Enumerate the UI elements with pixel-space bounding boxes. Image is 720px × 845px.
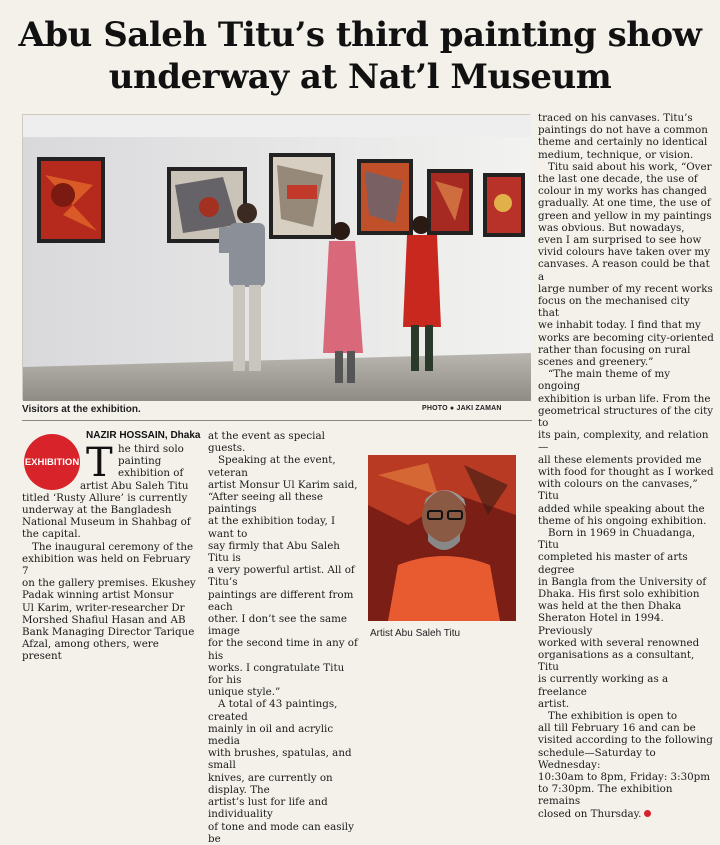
col2-text bbox=[208, 430, 358, 845]
text-line: mainly in oil and acrylic media bbox=[208, 722, 334, 748]
text-line: scenes and greenery.” bbox=[538, 356, 654, 369]
text-line: “The main theme of my ongoing bbox=[538, 368, 671, 393]
text-line: its pain, complexity, and relation— bbox=[538, 429, 709, 454]
text-line: on the gallery premises. Ekushey bbox=[22, 577, 196, 590]
text-line: visited according to the following bbox=[538, 734, 713, 747]
text-line: Speaking at the event, veteran bbox=[208, 454, 336, 479]
text-line: worked with several renowned bbox=[538, 636, 700, 649]
text-line: large number of my recent works bbox=[538, 282, 713, 295]
text-line: painting bbox=[118, 455, 162, 468]
exhibition-photo bbox=[22, 114, 530, 400]
text-line: knives, are currently on display. The bbox=[208, 771, 333, 796]
col3-text bbox=[538, 112, 714, 820]
text-line: National Museum in Shahbag of bbox=[22, 516, 191, 529]
text-line: of tone and mode can easily be bbox=[208, 820, 354, 845]
text-line: Morshed Shafiul Hasan and AB bbox=[22, 613, 186, 626]
col1-text bbox=[22, 440, 200, 663]
text-line: at the exhibition today, I want to bbox=[208, 515, 336, 540]
text-line: exhibition of bbox=[118, 467, 184, 480]
text-line: exhibition was held on February 7 bbox=[22, 552, 191, 578]
painting-1 bbox=[37, 157, 105, 243]
text-line: with brushes, spatulas, and small bbox=[208, 747, 352, 772]
text-line: focus on the mechanised city that bbox=[538, 295, 690, 320]
text-line: Titu said about his work, “Over bbox=[548, 160, 712, 173]
text-line: unique style.” bbox=[208, 686, 281, 699]
text-line: say firmly that Abu Saleh Titu is bbox=[208, 539, 340, 565]
text-line: Bank Managing Director Tarique bbox=[22, 626, 195, 639]
text-line: 10:30am to 8pm, Friday: 3:30pm bbox=[538, 770, 711, 783]
article-column-3 bbox=[538, 112, 714, 820]
text-line: closed on Thursday. bbox=[538, 808, 714, 820]
text-line: traced on his canvases. Titu’s bbox=[538, 112, 693, 124]
text-line: paintings do not have a common bbox=[538, 124, 708, 137]
text-line: artist Monsur Ul Karim said, bbox=[208, 478, 358, 491]
text-line: a very powerful artist. All of Titu’s bbox=[208, 564, 355, 589]
artist-portrait bbox=[368, 455, 516, 621]
text-line: even I am surprised to see how bbox=[538, 234, 702, 247]
text-line: gradually. At one time, the use of bbox=[538, 197, 711, 210]
text-line: Dhaka. His first solo exhibition bbox=[538, 587, 700, 600]
text-line: was obvious. But nowadays, bbox=[538, 221, 685, 234]
text-line: green and yellow in my paintings bbox=[538, 209, 712, 222]
photo-credit: PHOTO ● JAKI ZAMAN bbox=[422, 405, 502, 412]
text-line: works are becoming city-oriented bbox=[538, 331, 714, 344]
headline-line-1: Abu Saleh Titu’s third painting show bbox=[18, 15, 702, 55]
text-line: paintings are different from each bbox=[208, 588, 354, 613]
photo-caption: Visitors at the exhibition. bbox=[22, 404, 141, 415]
text-line: colour in my works has changed bbox=[538, 185, 707, 198]
text-line: artist’s lust for life and individuality bbox=[208, 796, 328, 821]
text-line: in Bangla from the University of bbox=[538, 575, 707, 588]
text-line: Sheraton Hotel in 1994. Previously bbox=[538, 612, 664, 637]
headline bbox=[0, 14, 720, 98]
text-line: geometrical structures of the city to bbox=[538, 404, 714, 430]
text-line: all till February 16 and can be bbox=[538, 722, 696, 735]
text-line: Padak winning artist Monsur bbox=[22, 589, 174, 602]
text-line: completed his master of arts degree bbox=[538, 551, 688, 576]
text-line: Born in 1969 in Chuadanga, Titu bbox=[538, 526, 696, 552]
text-line: theme and certainly no identical bbox=[538, 136, 708, 149]
text-line: works. I congratulate Titu for his bbox=[208, 661, 345, 687]
text-line: organisations as a consultant, Titu bbox=[538, 648, 695, 674]
text-line: schedule—Saturday to Wednesday: bbox=[538, 746, 656, 771]
text-line: The inaugural ceremony of the bbox=[32, 540, 194, 553]
section-tag-exhibition: EXHIBITION bbox=[24, 434, 80, 490]
text-line: to 7:30pm. The exhibition remains bbox=[538, 783, 673, 808]
text-line: Afzal, among others, were present bbox=[22, 638, 159, 663]
text-line: with colours on the canvases,” Titu bbox=[538, 478, 698, 503]
text-line: at the event as special guests. bbox=[208, 430, 325, 455]
text-line: exhibition is urban life. From the bbox=[538, 392, 711, 405]
section-divider bbox=[22, 420, 532, 421]
painting-3 bbox=[269, 153, 335, 239]
text-line: underway at the Bangladesh bbox=[22, 504, 172, 517]
text-line: rather than focusing on rural bbox=[538, 343, 691, 356]
painting-4 bbox=[357, 159, 413, 235]
text-line: the last one decade, the use of bbox=[538, 173, 698, 186]
text-line: vivid colours have taken over my bbox=[538, 246, 711, 259]
text-line: with food for thought as I worked bbox=[538, 465, 714, 478]
byline: NAZIR HOSSAIN, Dhaka bbox=[86, 430, 201, 441]
text-line: canvases. A reason could be that a bbox=[538, 258, 710, 283]
text-line: is currently working as a freelance bbox=[538, 673, 669, 698]
text-line: for the second time in any of his bbox=[208, 637, 358, 662]
drop-cap: T bbox=[86, 440, 113, 486]
text-line: medium, technique, or vision. bbox=[538, 148, 694, 161]
end-mark-icon bbox=[644, 810, 651, 817]
text-line: artist Abu Saleh Titu bbox=[80, 479, 189, 492]
text-line: was held at the then Dhaka bbox=[538, 600, 682, 613]
text-line: artist. bbox=[538, 697, 570, 710]
text-line: “After seeing all these paintings bbox=[208, 491, 323, 516]
text-line: titled ‘Rusty Allure’ is currently bbox=[22, 491, 188, 504]
article-column-2 bbox=[208, 430, 358, 845]
headline-line-2: underway at Nat’l Museum bbox=[108, 57, 612, 97]
portrait-caption: Artist Abu Saleh Titu bbox=[370, 628, 461, 639]
text-line: other. I don’t see the same image bbox=[208, 613, 348, 638]
text-line: he third solo bbox=[118, 443, 184, 455]
text-line: we inhabit today. I find that my bbox=[538, 319, 701, 332]
text-line: the capital. bbox=[22, 528, 81, 541]
text-line: all these elements provided me bbox=[538, 453, 702, 466]
text-line: Ul Karim, writer-researcher Dr bbox=[22, 601, 185, 614]
painting-6 bbox=[483, 173, 525, 237]
text-line: The exhibition is open to bbox=[548, 709, 678, 722]
painting-5 bbox=[427, 169, 473, 235]
text-line: added while speaking about the bbox=[538, 502, 705, 515]
text-line: theme of his ongoing exhibition. bbox=[538, 514, 707, 527]
text-line: A total of 43 paintings, created bbox=[208, 698, 338, 723]
